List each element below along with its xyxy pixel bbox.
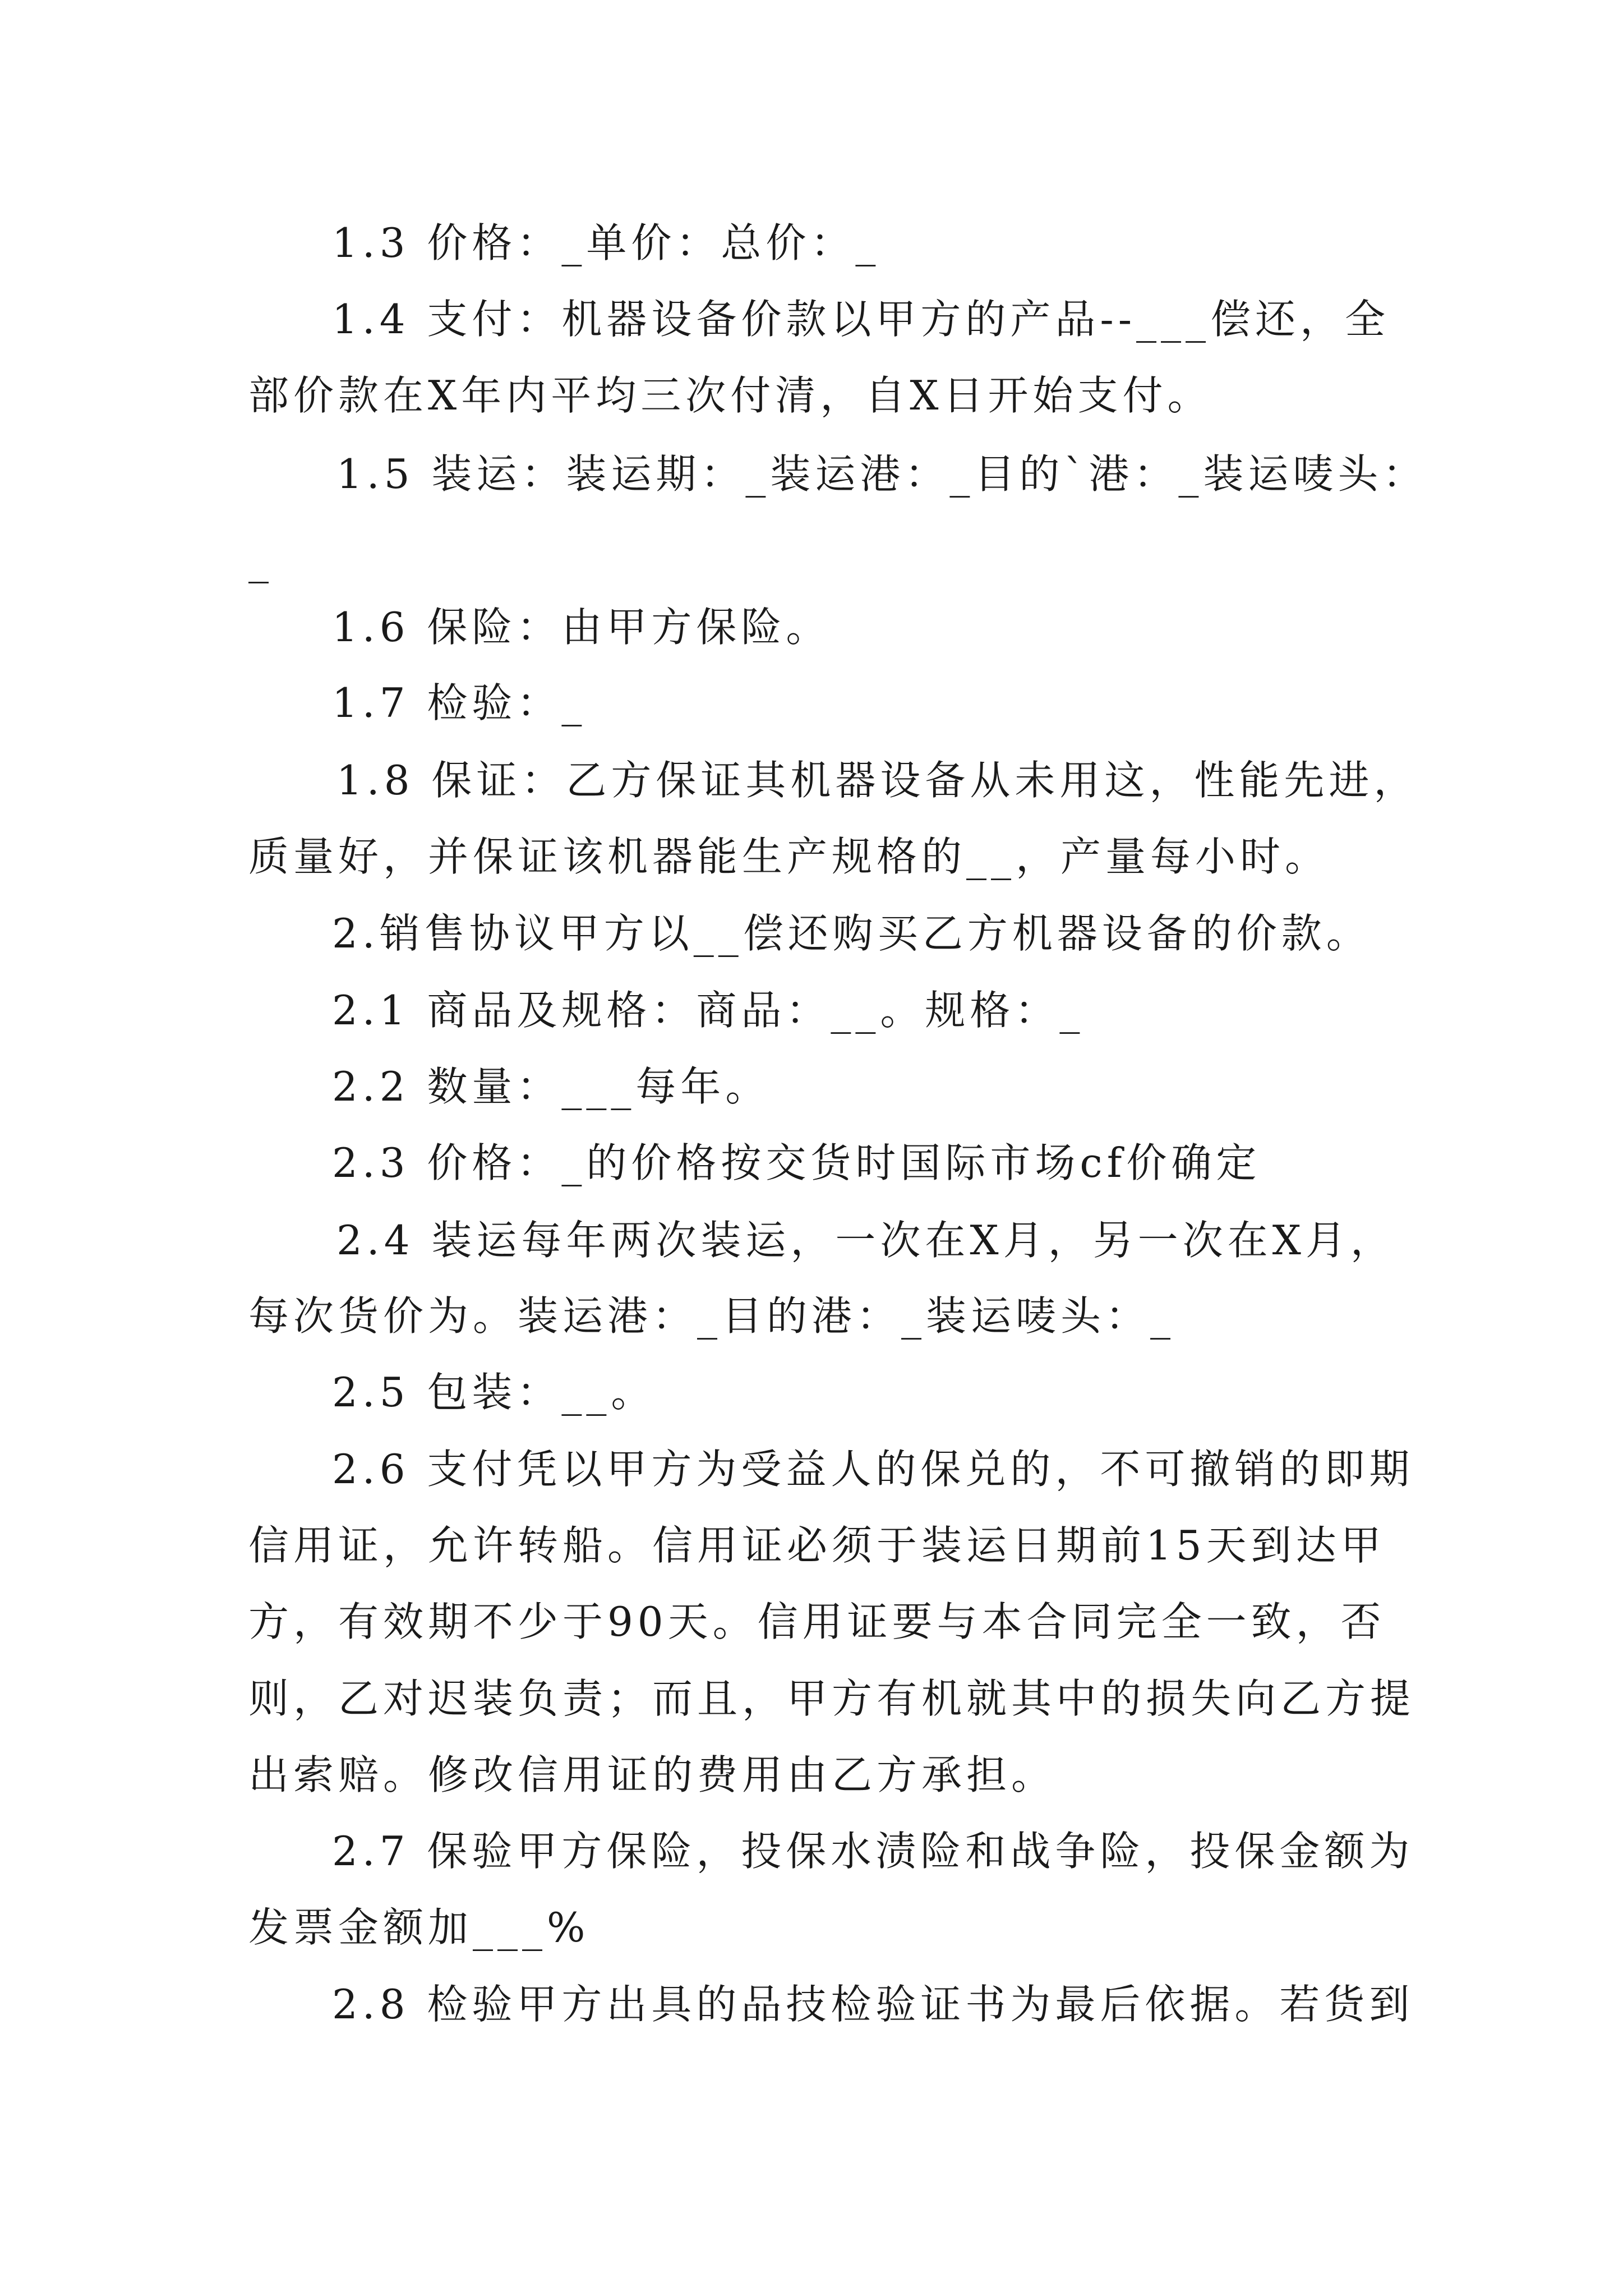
clause-1-8-guarantee: 1.8 保证：乙方保证其机器设备从未用这，性能先进， xyxy=(336,757,1419,804)
clause-2-6-payment-cont-4: 出索赔。修改信用证的费用由乙方承担。 xyxy=(248,1751,1057,1798)
clause-2-7-insurance: 2.7 保验甲方保险，投保水渍险和战争险，投保金额为 xyxy=(332,1828,1414,1875)
clause-1-5-shipment-cont: _ xyxy=(248,536,273,583)
clause-1-7-inspection: 1.7 检验：_ xyxy=(332,679,587,726)
clause-2-4-shipment-cont: 每次货价为。装运港：_目的港：_装运唛头：_ xyxy=(248,1292,1175,1340)
clause-2-1-goods: 2.1 商品及规格：商品：__。规格：_ xyxy=(332,987,1085,1034)
clause-1-5-shipment: 1.5 装运：装运期：_装运港：_目的`港：_装运唛头： xyxy=(336,450,1428,498)
clause-1-4-payment: 1.4 支付：机器设备价款以甲方的产品--___偿还，全 xyxy=(332,296,1390,343)
clause-1-6-insurance: 1.6 保险：由甲方保险。 xyxy=(332,604,831,651)
clause-1-4-payment-cont: 部价款在X年内平均三次付清，自X日开始支付。 xyxy=(248,372,1212,419)
clause-2-8-inspection: 2.8 检验甲方出具的品技检验证书为最后依据。若货到 xyxy=(332,1981,1414,2028)
clause-2-3-price: 2.3 价格：_的价格按交货时国际市场cf价确定 xyxy=(332,1139,1261,1186)
clause-2-6-payment: 2.6 支付凭以甲方为受益人的保兑的，不可撤销的即期 xyxy=(332,1446,1414,1493)
clause-2-2-quantity: 2.2 数量：___每年。 xyxy=(332,1063,771,1110)
clause-2-6-payment-cont-2: 方，有效期不少于90天。信用证要与本合同完全一致，否 xyxy=(248,1598,1386,1645)
clause-2-6-payment-cont-3: 则，乙对迟装负责；而且，甲方有机就其中的损失向乙方提 xyxy=(248,1675,1415,1722)
clause-2-sales-agreement: 2.销售协议甲方以__偿还购买乙方机器设备的价款。 xyxy=(332,910,1371,957)
clause-1-8-guarantee-cont: 质量好，并保证该机器能生产规格的__，产量每小时。 xyxy=(248,833,1330,880)
clause-2-4-shipment: 2.4 装运每年两次装运，一次在X月，另一次在X月， xyxy=(336,1217,1395,1264)
clause-2-6-payment-cont-1: 信用证，允许转船。信用证必须于装运日期前15天到达甲 xyxy=(248,1522,1386,1569)
clause-1-3-price: 1.3 价格：_单价：总价：_ xyxy=(332,219,880,266)
clause-2-5-packing: 2.5 包装：__。 xyxy=(332,1369,656,1416)
clause-2-7-insurance-cont: 发票金额加___% xyxy=(248,1904,590,1951)
